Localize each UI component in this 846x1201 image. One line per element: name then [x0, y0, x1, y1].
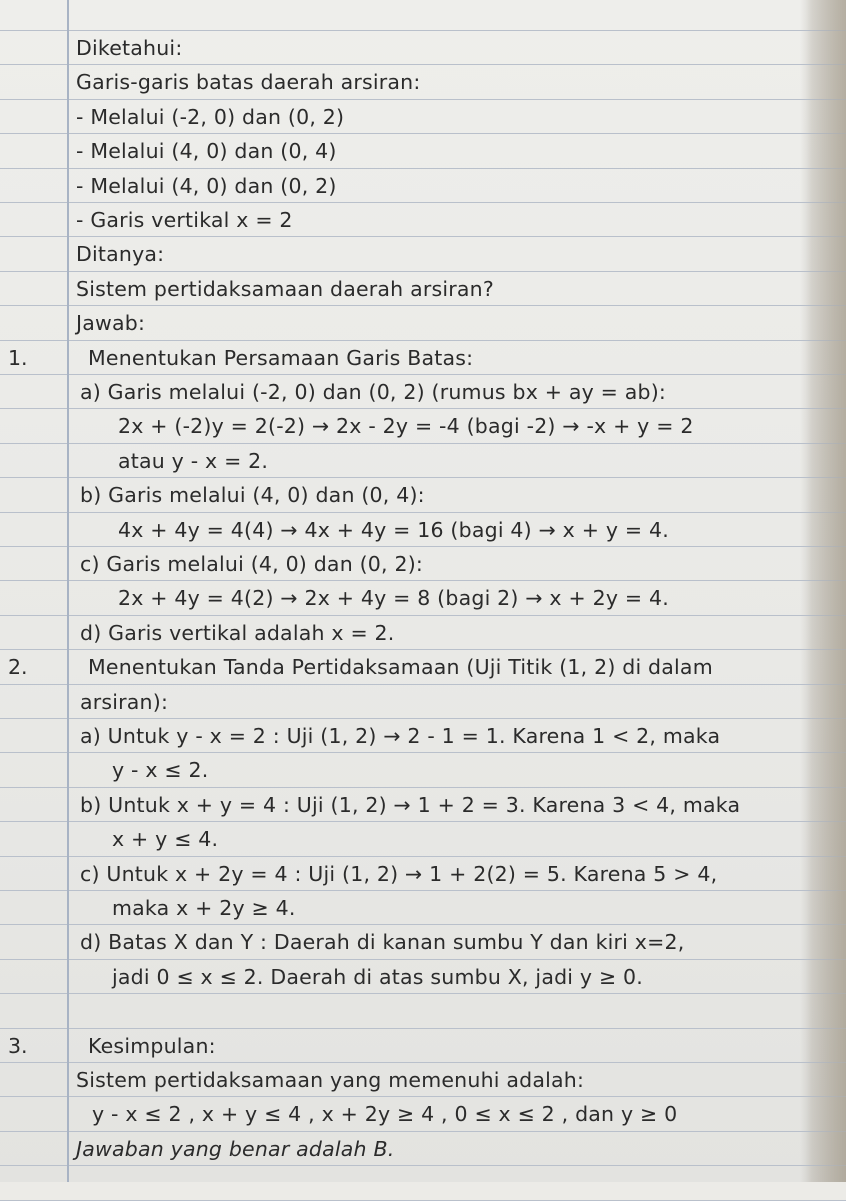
ruled-line — [0, 1200, 846, 1201]
text-line: a) Untuk y - x = 2 : Uji (1, 2) → 2 - 1 = 1. Karena 1 < 2, maka — [80, 724, 721, 748]
text-line: - Garis vertikal x = 2 — [76, 208, 293, 232]
page-edge-shadow — [806, 0, 846, 1182]
text-line: Jawab: — [76, 311, 146, 336]
text-line: Diketahui: — [76, 36, 183, 60]
text-line: atau y - x = 2. — [118, 448, 269, 473]
text-line: maka x + 2y ≥ 4. — [112, 896, 296, 920]
text-line: b) Garis melalui (4, 0) dan (0, 4): — [80, 483, 425, 508]
text-line: Jawaban yang benar adalah B. — [76, 1136, 395, 1161]
text-line: Garis-garis batas daerah arsiran: — [76, 70, 421, 95]
text-line: 2x + 4y = 4(2) → 2x + 4y = 8 (bagi 2) → x + 2y = 4. — [118, 586, 669, 611]
text-line: d) Batas X dan Y : Daerah di kanan sumbu Y dan kiri x=2, — [80, 930, 685, 955]
text-line: - Melalui (4, 0) dan (0, 2) — [76, 173, 337, 198]
text-line: a) Garis melalui (-2, 0) dan (0, 2) (rumus bx + ay = ab): — [80, 380, 667, 404]
text-line: b) Untuk x + y = 4 : Uji (1, 2) → 1 + 2 = 3. Karena 3 < 4, maka — [80, 792, 741, 817]
text-line: Sistem pertidaksamaan daerah arsiran? — [76, 276, 494, 301]
text-line: c) Untuk x + 2y = 4 : Uji (1, 2) → 1 + 2(2) = 5. Karena 5 > 4, — [80, 861, 718, 886]
step-number: 2. — [8, 655, 28, 680]
text-line: - Melalui (-2, 0) dan (0, 2) — [76, 104, 345, 129]
step-number: 1. — [8, 345, 28, 370]
text-line: y - x ≤ 2. — [112, 758, 209, 783]
text-line: x + y ≤ 4. — [112, 827, 219, 852]
text-line: Sistem pertidaksamaan yang memenuhi adalah: — [76, 1068, 585, 1092]
text-line: jadi 0 ≤ x ≤ 2. Daerah di atas sumbu X, jadi y ≥ 0. — [112, 964, 644, 989]
text-line: - Melalui (4, 0) dan (0, 4) — [76, 139, 337, 164]
text-line: c) Garis melalui (4, 0) dan (0, 2): — [80, 552, 424, 576]
text-line: arsiran): — [80, 689, 169, 714]
text-line: Menentukan Tanda Pertidaksamaan (Uji Titik (1, 2) di dalam — [88, 655, 713, 680]
text-line: Kesimpulan: — [88, 1033, 216, 1058]
text-line: d) Garis vertikal adalah x = 2. — [80, 620, 395, 645]
text-line: y - x ≤ 2 , x + y ≤ 4 , x + 2y ≥ 4 , 0 ≤ x ≤ 2 , dan y ≥ 0 — [92, 1102, 678, 1127]
text-line: 4x + 4y = 4(4) → 4x + 4y = 16 (bagi 4) → x + y = 4. — [118, 517, 669, 542]
margin-line — [67, 0, 69, 1182]
text-line: Menentukan Persamaan Garis Batas: — [88, 345, 474, 370]
text-line: 2x + (-2)y = 2(-2) → 2x - 2y = -4 (bagi -2) → -x + y = 2 — [118, 414, 694, 439]
text-line: Ditanya: — [76, 242, 165, 267]
step-number: 3. — [8, 1033, 28, 1058]
